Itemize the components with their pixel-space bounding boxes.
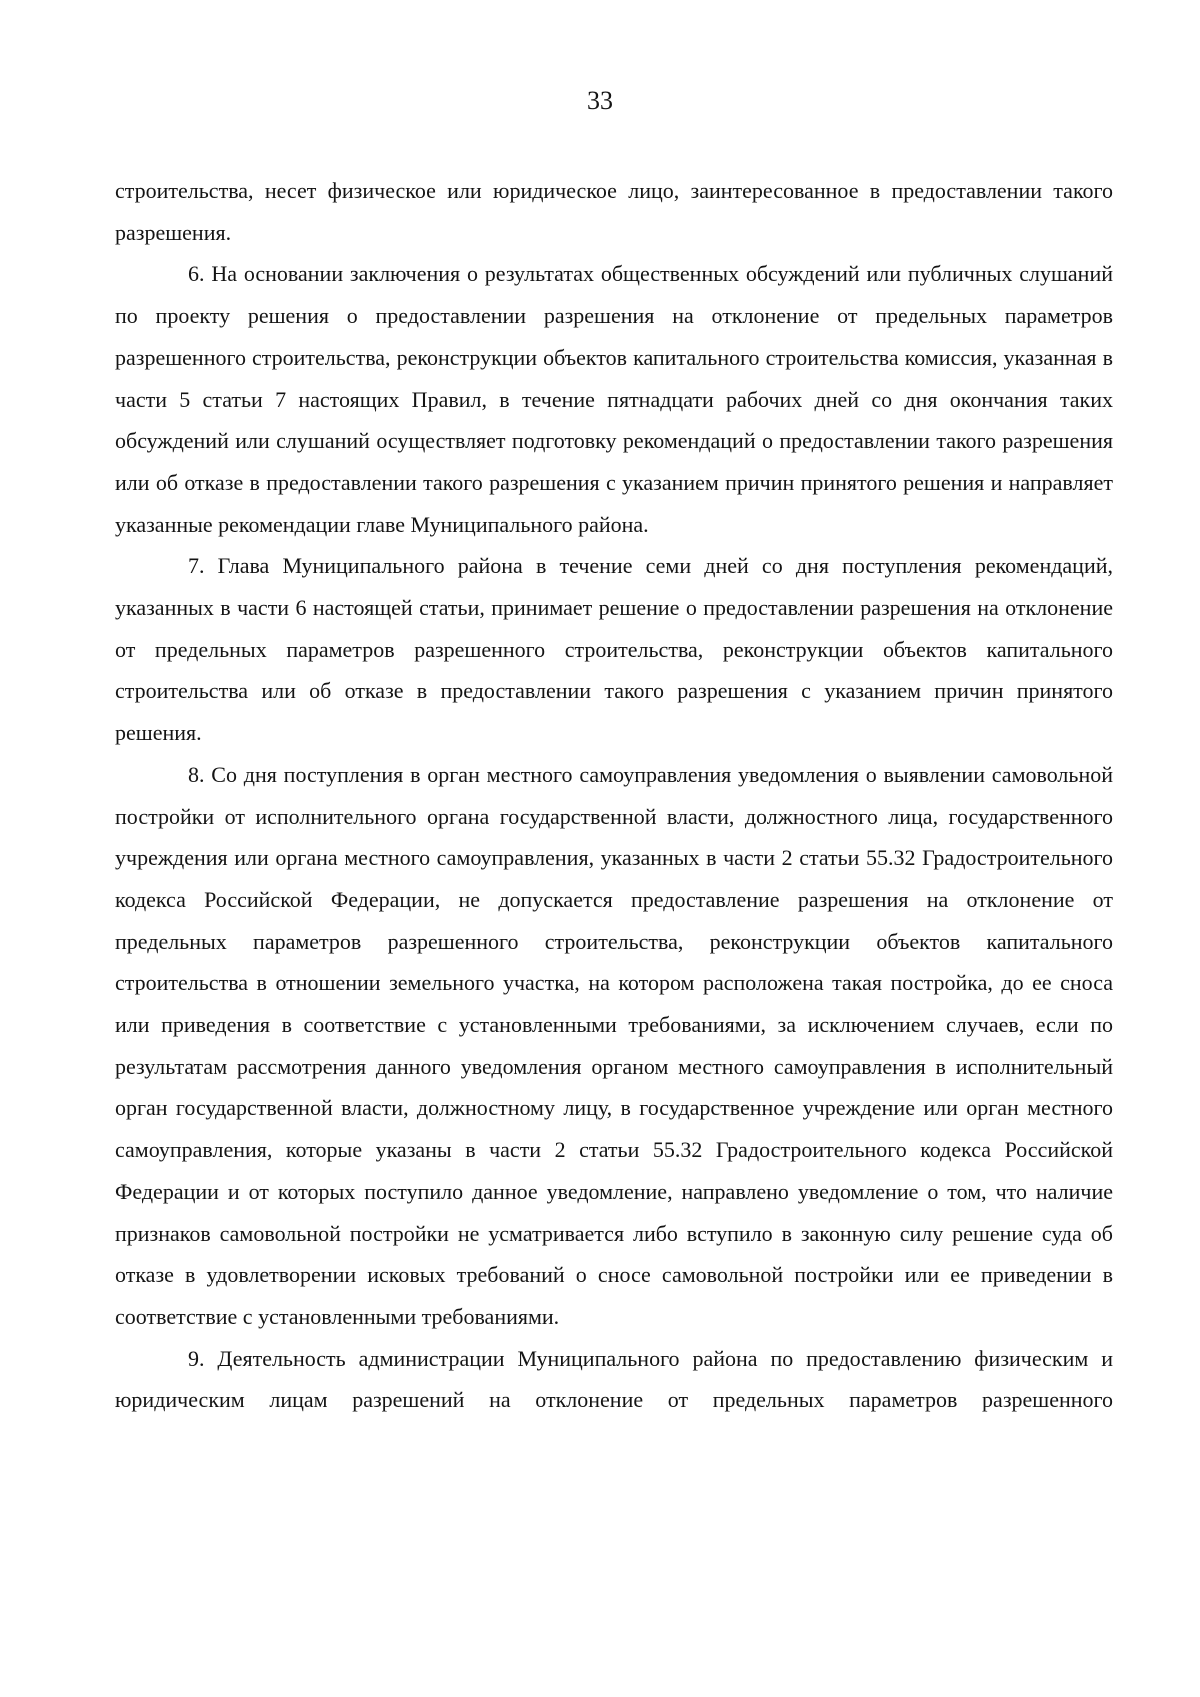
paragraph-8: 8. Со дня поступления в орган местного самоуправления уведомления о выявлении самовольной постройки от исполнительного органа государственной власти, должностного лица, государственного учреждения или органа местного самоуправления, указанных в части 2 статьи 55.32 Градостроительного кодекса Российской Федерации, не допускается предоставление разрешения на отклонение от предельных параметров разрешенного строительства, реконструкции объектов капитального строительства в отношении земельного участка, на котором расположена такая постройка, до ее сноса или приведения в соответствие с установленными требованиями, за исключением случаев, если по результатам рассмотрения данного уведомления органом местного самоуправления в исполнительный орган государственной власти, должностному лицу, в государственное учреждение или орган местного самоуправления, которые указаны в части 2 статьи 55.32 Градостроительного кодекса Российской Федерации и от которых поступило данное уведомление, направлено уведомление о том, что наличие признаков самовольной постройки не усматривается либо вступило в законную силу решение суда об отказе в удовлетворении исковых требований о сносе самовольной постройки или ее приведении в соответствие с установленными требованиями. (115, 761, 1113, 1329)
paragraph-9: 9. Деятельность администрации Муниципального района по предоставлению физическим и юридическим лицам разрешений на отклонение от предельных параметров разрешенного (115, 1345, 1113, 1413)
paragraph-7: 7. Глава Муниципального района в течение семи дней со дня поступления рекомендаций, указанных в части 6 настоящей статьи, принимает решение о предоставлении разрешения на отклонение от предельных параметров разрешенного строительства, реконструкции объектов капитального строительства или об отказе в предоставлении такого разрешения с указанием причин принятого решения. (115, 553, 1113, 746)
page-number: 33 (587, 86, 613, 115)
paragraph-6: 6. На основании заключения о результатах общественных обсуждений или публичных слушаний по проекту решения о предоставлении разрешения на отклонение от предельных параметров разрешенного строительства, реконструкции объектов капитального строительства комиссия, указанная в части 5 статьи 7 настоящих Правил, в течение пятнадцати рабочих дней со дня окончания таких обсуждений или слушаний осуществляет подготовку рекомендаций о предоставлении такого разрешения или об отказе в предоставлении такого разрешения с указанием причин принятого решения и направляет указанные рекомендации главе Муниципального района. (115, 261, 1113, 537)
paragraph-continuation: строительства, несет физическое или юридическое лицо, заинтересованное в предоставлении такого разрешения. (115, 178, 1113, 245)
document-body (115, 170, 1113, 1421)
